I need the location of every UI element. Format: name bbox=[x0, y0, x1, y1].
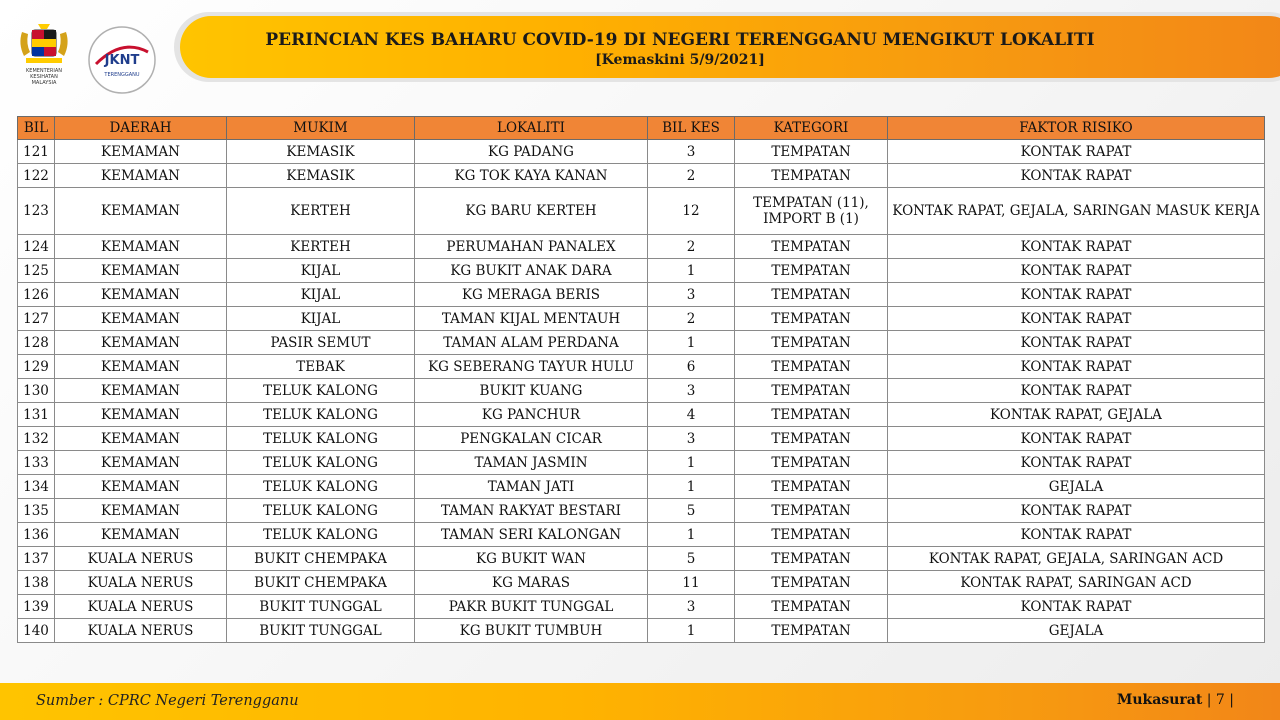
page-subtitle: [Kemaskini 5/9/2021] bbox=[595, 52, 765, 68]
cell-lokaliti: BUKIT KUANG bbox=[415, 379, 648, 403]
cell-lokaliti: KG BUKIT WAN bbox=[415, 547, 648, 571]
cell-faktor-risiko: KONTAK RAPAT, SARINGAN ACD bbox=[888, 571, 1265, 595]
cell-daerah: KEMAMAN bbox=[55, 427, 227, 451]
cell-lokaliti: KG BUKIT ANAK DARA bbox=[415, 259, 648, 283]
cell-bil: 139 bbox=[18, 595, 55, 619]
cell-bil: 134 bbox=[18, 475, 55, 499]
table-row bbox=[18, 523, 1265, 547]
cell-faktor-risiko: KONTAK RAPAT bbox=[888, 259, 1265, 283]
table-row bbox=[18, 283, 1265, 307]
cell-kategori: TEMPATAN bbox=[735, 427, 888, 451]
cell-kategori: TEMPATAN bbox=[735, 283, 888, 307]
cell-kategori: TEMPATAN bbox=[735, 331, 888, 355]
cell-faktor-risiko: KONTAK RAPAT, GEJALA bbox=[888, 403, 1265, 427]
cell-kategori: TEMPATAN bbox=[735, 164, 888, 188]
cell-faktor-risiko: KONTAK RAPAT bbox=[888, 164, 1265, 188]
cell-faktor-risiko: KONTAK RAPAT bbox=[888, 283, 1265, 307]
cell-mukim: PASIR SEMUT bbox=[227, 331, 415, 355]
cell-faktor-risiko: KONTAK RAPAT bbox=[888, 140, 1265, 164]
cell-lokaliti: TAMAN SERI KALONGAN bbox=[415, 523, 648, 547]
cell-faktor-risiko: KONTAK RAPAT bbox=[888, 307, 1265, 331]
table-row bbox=[18, 140, 1265, 164]
cell-lokaliti: PAKR BUKIT TUNGGAL bbox=[415, 595, 648, 619]
cell-mukim: TELUK KALONG bbox=[227, 403, 415, 427]
cell-daerah: KEMAMAN bbox=[55, 235, 227, 259]
cell-mukim: BUKIT CHEMPAKA bbox=[227, 547, 415, 571]
cell-faktor-risiko: GEJALA bbox=[888, 475, 1265, 499]
source-note: Sumber : CPRC Negeri Terengganu bbox=[36, 693, 299, 709]
page-label: Mukasurat bbox=[1116, 692, 1203, 708]
cell-bil-kes: 1 bbox=[648, 475, 735, 499]
table-row bbox=[18, 379, 1265, 403]
cell-bil-kes: 11 bbox=[648, 571, 735, 595]
cell-mukim: BUKIT TUNGGAL bbox=[227, 619, 415, 643]
cell-daerah: KUALA NERUS bbox=[55, 571, 227, 595]
cell-daerah: KEMAMAN bbox=[55, 475, 227, 499]
cell-bil-kes: 4 bbox=[648, 403, 735, 427]
cell-mukim: TELUK KALONG bbox=[227, 379, 415, 403]
cell-bil: 130 bbox=[18, 379, 55, 403]
cell-daerah: KEMAMAN bbox=[55, 140, 227, 164]
jknt-logo-text: JKNT bbox=[104, 53, 140, 68]
cell-bil-kes: 1 bbox=[648, 619, 735, 643]
cell-mukim: TELUK KALONG bbox=[227, 499, 415, 523]
cell-mukim: BUKIT CHEMPAKA bbox=[227, 571, 415, 595]
cell-faktor-risiko: KONTAK RAPAT bbox=[888, 523, 1265, 547]
cell-lokaliti: KG MERAGA BERIS bbox=[415, 283, 648, 307]
page-number-value: | 7 | bbox=[1206, 692, 1234, 708]
table-row bbox=[18, 307, 1265, 331]
cell-faktor-risiko: KONTAK RAPAT bbox=[888, 427, 1265, 451]
cell-faktor-risiko: KONTAK RAPAT bbox=[888, 595, 1265, 619]
table-row bbox=[18, 331, 1265, 355]
cell-daerah: KEMAMAN bbox=[55, 379, 227, 403]
cell-bil-kes: 1 bbox=[648, 523, 735, 547]
cell-bil: 138 bbox=[18, 571, 55, 595]
table-row bbox=[18, 595, 1265, 619]
table-row bbox=[18, 403, 1265, 427]
cell-faktor-risiko: KONTAK RAPAT bbox=[888, 499, 1265, 523]
cell-daerah: KEMAMAN bbox=[55, 451, 227, 475]
cell-bil-kes: 12 bbox=[648, 188, 735, 235]
column-header: KATEGORI bbox=[735, 117, 888, 140]
table-row bbox=[18, 259, 1265, 283]
cell-daerah: KEMAMAN bbox=[55, 523, 227, 547]
column-header: BIL KES bbox=[648, 117, 735, 140]
cell-bil: 129 bbox=[18, 355, 55, 379]
cell-kategori: TEMPATAN bbox=[735, 451, 888, 475]
cell-lokaliti: TAMAN JATI bbox=[415, 475, 648, 499]
cell-mukim: KERTEH bbox=[227, 188, 415, 235]
table-row bbox=[18, 619, 1265, 643]
cell-lokaliti: KG SEBERANG TAYUR HULU bbox=[415, 355, 648, 379]
cell-bil-kes: 5 bbox=[648, 547, 735, 571]
table-row bbox=[18, 427, 1265, 451]
cell-lokaliti: PENGKALAN CICAR bbox=[415, 427, 648, 451]
cell-faktor-risiko: KONTAK RAPAT bbox=[888, 235, 1265, 259]
cell-kategori: TEMPATAN bbox=[735, 307, 888, 331]
cell-lokaliti: KG MARAS bbox=[415, 571, 648, 595]
cell-lokaliti: KG BUKIT TUMBUH bbox=[415, 619, 648, 643]
logo-group bbox=[12, 22, 162, 86]
page-title: PERINCIAN KES BAHARU COVID-19 DI NEGERI TERENGGANU MENGIKUT LOKALITI bbox=[265, 30, 1095, 50]
cell-kategori: TEMPATAN bbox=[735, 403, 888, 427]
table-header-row bbox=[18, 117, 1265, 140]
cell-bil-kes: 3 bbox=[648, 140, 735, 164]
cell-bil-kes: 5 bbox=[648, 499, 735, 523]
cell-kategori: TEMPATAN bbox=[735, 259, 888, 283]
cell-lokaliti: TAMAN KIJAL MENTAUH bbox=[415, 307, 648, 331]
column-header: FAKTOR RISIKO bbox=[888, 117, 1265, 140]
cell-bil-kes: 3 bbox=[648, 379, 735, 403]
cell-daerah: KEMAMAN bbox=[55, 259, 227, 283]
cell-bil: 135 bbox=[18, 499, 55, 523]
cell-faktor-risiko: KONTAK RAPAT bbox=[888, 379, 1265, 403]
cell-kategori: TEMPATAN bbox=[735, 140, 888, 164]
cell-daerah: KEMAMAN bbox=[55, 164, 227, 188]
cell-kategori: TEMPATAN bbox=[735, 235, 888, 259]
cell-bil: 122 bbox=[18, 164, 55, 188]
cases-table bbox=[17, 116, 1265, 643]
cell-kategori: TEMPATAN bbox=[735, 475, 888, 499]
cell-mukim: KERTEH bbox=[227, 235, 415, 259]
cell-mukim: KIJAL bbox=[227, 259, 415, 283]
cell-bil-kes: 2 bbox=[648, 235, 735, 259]
cell-bil-kes: 1 bbox=[648, 331, 735, 355]
cell-bil-kes: 3 bbox=[648, 283, 735, 307]
cell-bil: 137 bbox=[18, 547, 55, 571]
cell-mukim: BUKIT TUNGGAL bbox=[227, 595, 415, 619]
cell-daerah: KEMAMAN bbox=[55, 307, 227, 331]
cell-mukim: TELUK KALONG bbox=[227, 451, 415, 475]
cell-daerah: KUALA NERUS bbox=[55, 547, 227, 571]
cell-lokaliti: KG PADANG bbox=[415, 140, 648, 164]
cell-bil-kes: 1 bbox=[648, 259, 735, 283]
cell-bil-kes: 3 bbox=[648, 595, 735, 619]
cell-lokaliti: KG PANCHUR bbox=[415, 403, 648, 427]
page-number bbox=[1117, 692, 1234, 708]
table-row bbox=[18, 499, 1265, 523]
cell-bil: 126 bbox=[18, 283, 55, 307]
cell-daerah: KUALA NERUS bbox=[55, 619, 227, 643]
cell-daerah: KEMAMAN bbox=[55, 283, 227, 307]
column-header: MUKIM bbox=[227, 117, 415, 140]
cell-bil: 127 bbox=[18, 307, 55, 331]
cell-mukim: KIJAL bbox=[227, 307, 415, 331]
cell-kategori: TEMPATAN bbox=[735, 355, 888, 379]
cell-lokaliti: TAMAN JASMIN bbox=[415, 451, 648, 475]
cell-bil: 132 bbox=[18, 427, 55, 451]
cell-bil-kes: 1 bbox=[648, 451, 735, 475]
crest-caption-line1: KEMENTERIAN KESIHATAN bbox=[26, 68, 62, 80]
table-row bbox=[18, 235, 1265, 259]
cell-daerah: KEMAMAN bbox=[55, 355, 227, 379]
cell-kategori: TEMPATAN bbox=[735, 571, 888, 595]
table-row bbox=[18, 475, 1265, 499]
cell-daerah: KEMAMAN bbox=[55, 188, 227, 235]
cell-kategori: TEMPATAN bbox=[735, 547, 888, 571]
cell-bil-kes: 2 bbox=[648, 164, 735, 188]
cell-bil: 121 bbox=[18, 140, 55, 164]
cell-kategori: TEMPATAN bbox=[735, 499, 888, 523]
cell-bil-kes: 2 bbox=[648, 307, 735, 331]
column-header: LOKALITI bbox=[415, 117, 648, 140]
cell-faktor-risiko: KONTAK RAPAT, GEJALA, SARINGAN MASUK KERJA bbox=[888, 188, 1265, 235]
crest-caption bbox=[12, 68, 76, 86]
cell-lokaliti: KG TOK KAYA KANAN bbox=[415, 164, 648, 188]
column-header: BIL bbox=[18, 117, 55, 140]
cell-kategori: TEMPATAN bbox=[735, 619, 888, 643]
cell-daerah: KEMAMAN bbox=[55, 403, 227, 427]
cell-bil-kes: 3 bbox=[648, 427, 735, 451]
cell-faktor-risiko: KONTAK RAPAT bbox=[888, 355, 1265, 379]
cell-bil: 125 bbox=[18, 259, 55, 283]
table-row bbox=[18, 164, 1265, 188]
cell-kategori: TEMPATAN bbox=[735, 595, 888, 619]
cell-kategori: TEMPATAN (11), IMPORT B (1) bbox=[735, 188, 888, 235]
cell-lokaliti: TAMAN ALAM PERDANA bbox=[415, 331, 648, 355]
cell-lokaliti: TAMAN RAKYAT BESTARI bbox=[415, 499, 648, 523]
jknt-logo-icon bbox=[86, 24, 158, 96]
table-row bbox=[18, 451, 1265, 475]
cell-mukim: TEBAK bbox=[227, 355, 415, 379]
cell-bil: 131 bbox=[18, 403, 55, 427]
cell-bil: 136 bbox=[18, 523, 55, 547]
cell-mukim: KEMASIK bbox=[227, 164, 415, 188]
cell-daerah: KUALA NERUS bbox=[55, 595, 227, 619]
table-row bbox=[18, 571, 1265, 595]
kkm-crest-icon bbox=[16, 22, 72, 66]
crest-caption-line2: MALAYSIA bbox=[31, 80, 57, 86]
cell-kategori: TEMPATAN bbox=[735, 379, 888, 403]
cell-bil: 123 bbox=[18, 188, 55, 235]
cell-bil: 140 bbox=[18, 619, 55, 643]
cell-bil-kes: 6 bbox=[648, 355, 735, 379]
cell-faktor-risiko: GEJALA bbox=[888, 619, 1265, 643]
cell-lokaliti: PERUMAHAN PANALEX bbox=[415, 235, 648, 259]
column-header: DAERAH bbox=[55, 117, 227, 140]
table-body bbox=[18, 140, 1265, 643]
cell-mukim: TELUK KALONG bbox=[227, 523, 415, 547]
cell-bil: 128 bbox=[18, 331, 55, 355]
cell-daerah: KEMAMAN bbox=[55, 499, 227, 523]
cell-mukim: KIJAL bbox=[227, 283, 415, 307]
jknt-logo-subtext: TERENGGANU bbox=[104, 72, 140, 78]
cell-kategori: TEMPATAN bbox=[735, 523, 888, 547]
cell-mukim: TELUK KALONG bbox=[227, 427, 415, 451]
cell-faktor-risiko: KONTAK RAPAT bbox=[888, 451, 1265, 475]
cell-mukim: KEMASIK bbox=[227, 140, 415, 164]
cell-mukim: TELUK KALONG bbox=[227, 475, 415, 499]
table-row bbox=[18, 547, 1265, 571]
cell-lokaliti: KG BARU KERTEH bbox=[415, 188, 648, 235]
table-row bbox=[18, 355, 1265, 379]
cell-daerah: KEMAMAN bbox=[55, 331, 227, 355]
table-row bbox=[18, 188, 1265, 235]
cell-faktor-risiko: KONTAK RAPAT, GEJALA, SARINGAN ACD bbox=[888, 547, 1265, 571]
cell-faktor-risiko: KONTAK RAPAT bbox=[888, 331, 1265, 355]
cell-bil: 133 bbox=[18, 451, 55, 475]
cell-bil: 124 bbox=[18, 235, 55, 259]
